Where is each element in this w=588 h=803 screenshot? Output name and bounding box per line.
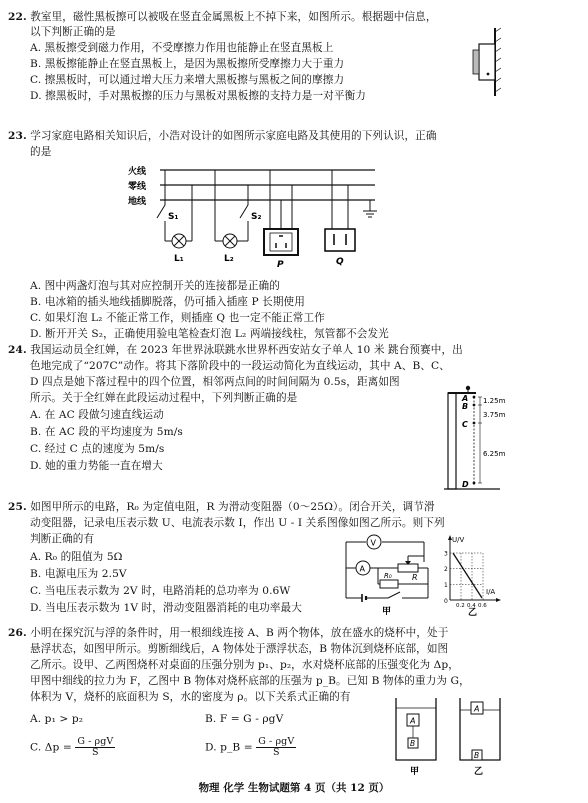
stem-line: 体积为 V，烧杯的底面积为 S，水的密度为 ρ。以下关系式正确的有 (30, 691, 351, 703)
stem-line: D 四点是她下落过程中的四个位置，相邻两点间的时间间隔为 0.5s，距离如图 (30, 376, 400, 388)
stem-line: 色地完成了“207C”动作。将其下落阶段中的一段运动简化为直线运动，其中 A、B、C、 (30, 360, 450, 372)
stem-line: 判断正确的有 (30, 533, 95, 545)
stem-line: 我国运动员全红婵，在 2023 年世界泳联跳水世界杯西安站女子单人 10 米 跳台预赛中，出 (30, 344, 463, 356)
i-tick-label: 0.2 (456, 603, 465, 609)
stem-line: 悬浮状态，如图甲所示。剪断细线后，A 物体处于漂浮状态，B 物体沉到烧杯底部，如图 (30, 643, 449, 655)
option-b: B. 电冰箱的插头地线插脚脱落，仍可插入插座 P 长期使用 (30, 296, 305, 308)
switch-s1 (157, 205, 165, 218)
distance-ab-label: 1.25m (483, 397, 506, 405)
ammeter-label: A (359, 564, 365, 574)
option-d: D. 断开开关 S₂，正确使用验电笔检查灯泡 L₂ 两端接线柱，氖管都不会发光 (30, 328, 389, 340)
page-footer: 物理 化学 生物试题第 4 页（共 12 页） (198, 782, 390, 794)
option-c-fraction (75, 737, 115, 758)
question-26-stem (8, 626, 448, 640)
question-number: 26. (8, 627, 27, 639)
stem-line: 学习家庭电路相关知识后，小浩对设计的如图所示家庭电路及其使用的下列认识，正确 (30, 130, 437, 142)
block-b-label: B (474, 751, 480, 760)
distance-cd-label: 6.25m (483, 450, 506, 458)
l2-label: L₂ (224, 254, 234, 264)
question-number: 25. (8, 501, 27, 513)
fraction-numerator: G - ρgV (258, 736, 295, 747)
option-c: C. 如果灯泡 L₂ 不能正常工作，则插座 Q 也一定不能正常工作 (30, 312, 325, 324)
question-24-stem (8, 343, 463, 357)
l1-label: L₁ (174, 254, 184, 264)
i-tick-label: 0.4 (467, 603, 476, 609)
s1-label: S₁ (168, 212, 179, 222)
option-b: B. F = G - ρgV (205, 713, 284, 725)
block-b-label: B (410, 739, 416, 748)
diving-platform-figure (440, 385, 520, 493)
option-a: A. 黑板擦受到磁力作用，不受摩擦力作用也能静止在竖直黑板上 (30, 42, 334, 54)
option-d: D. 擦黑板时，手对黑板擦的压力与黑板对黑板擦的支持力是一对平衡力 (30, 90, 366, 102)
i-axis-label: I/A (486, 588, 496, 596)
r0-label: R₀ (384, 572, 392, 580)
option-a: A. R₀ 的阻值为 5Ω (30, 551, 123, 563)
rheostat-r (398, 564, 418, 572)
point-a-label: A (462, 394, 469, 403)
option-d: D. 她的重力势能一直在增大 (30, 460, 163, 472)
question-number: 22. (8, 11, 27, 23)
stem-line: 如图甲所示的电路，R₀ 为定值电阻，R 为滑动变阻器（0～25Ω）。闭合开关，调节滑 (30, 501, 435, 513)
figure-jia-label: 甲 (410, 767, 420, 777)
option-c (30, 737, 115, 758)
question-22-stem (8, 10, 437, 24)
option-c-lhs: C. Δp = (30, 741, 72, 754)
stem-line: 动变阻器，记录电压表示数 U、电流表示数 I，作出 U - I 关系图像如图乙所示。则下列 (30, 517, 445, 529)
u-tick-label: 1 (444, 581, 448, 589)
blackboard-eraser-figure (455, 28, 500, 98)
household-circuit-diagram (120, 163, 390, 273)
i-tick-label: 0.6 (478, 603, 487, 609)
point-b-label: B (462, 402, 469, 411)
ground-wire-label: 地线 (128, 197, 147, 207)
option-b: B. 黑板擦能静止在竖直黑板上，是因为黑板擦所受摩擦力大于重力 (30, 58, 345, 70)
option-c: C. 擦黑板时，可以通过增大压力来增大黑板擦与黑板之间的摩擦力 (30, 74, 345, 86)
u-tick-label: 3 (444, 550, 448, 558)
live-wire-label: 火线 (128, 167, 147, 177)
question-number: 24. (8, 344, 27, 356)
resistor-r0 (380, 580, 398, 588)
p-label: P (277, 260, 284, 270)
stem-line: 教室里，磁性黑板擦可以被吸在竖直金属黑板上不掉下来，如图所示。根据题中信息， (30, 11, 437, 23)
platform-tower (448, 393, 456, 489)
stem-line: 以下判断正确的是 (30, 26, 116, 38)
option-d-fraction (256, 737, 296, 758)
socket-q (325, 229, 355, 251)
u-axis-ticks (444, 551, 448, 589)
block-a-label: A (474, 704, 480, 714)
option-d-lhs: D. p_B = (205, 741, 253, 754)
option-c: C. 经过 C 点的速度为 5m/s (30, 443, 165, 455)
switch-s2 (240, 205, 248, 218)
u-axis-label: U/V (452, 536, 465, 544)
figure-yi-label: 乙 (474, 767, 484, 777)
option-c: C. 当电压表示数为 2V 时，电路消耗的总功率为 0.6W (30, 585, 291, 597)
fraction-numerator: G - ρgV (77, 736, 114, 747)
ui-line (453, 553, 482, 598)
diver-icon (466, 386, 470, 390)
u-tick-label: 2 (444, 566, 448, 574)
beaker-jia (396, 698, 436, 760)
figure-yi-label: 乙 (468, 608, 478, 618)
origin-label: 0 (444, 598, 448, 605)
point-c-label: C (462, 420, 468, 429)
option-a: A. 在 AC 段做匀速直线运动 (30, 409, 164, 421)
voltmeter-label: V (370, 538, 376, 548)
question-25-stem (8, 500, 435, 514)
option-d: D. 当电压表示数为 1V 时，滑动变阻器消耗的电功率最大 (30, 602, 302, 614)
option-a: A. p₁ > p₂ (30, 713, 84, 725)
q-label: Q (336, 257, 344, 267)
option-b: B. 电源电压为 2.5V (30, 568, 127, 580)
distance-bc-label: 3.75m (483, 411, 506, 419)
block-a-label: A (410, 716, 416, 726)
stem-line: 小明在探究沉与浮的条件时，用一根细线连接 A、B 两个物体，放在盛水的烧杯中，处于 (30, 627, 449, 639)
option-b: B. 在 AC 段的平均速度为 5m/s (30, 426, 183, 438)
beaker-figures (390, 694, 520, 776)
stem-line: 的是 (30, 146, 52, 158)
neutral-wire-label: 零线 (128, 182, 147, 192)
rheostat-label: R (412, 573, 418, 582)
stem-line: 所示。关于全红婵在此段运动过程中，下列判断正确的是 (30, 392, 298, 404)
point-d-label: D (462, 480, 469, 489)
stem-line: 乙所示。设甲、乙两图烧杯对桌面的压强分别为 p₁、p₂，水对烧杯底部的压强变化为 Δp， (30, 659, 459, 671)
figure-jia-label: 甲 (382, 607, 392, 617)
fraction-denominator: S (92, 747, 99, 758)
option-a: A. 图中两盏灯泡与其对应控制开关的连接都是正确的 (30, 280, 280, 292)
switch (388, 592, 400, 598)
ui-graph-yi (438, 534, 502, 618)
question-23-stem (8, 129, 437, 143)
option-d (205, 737, 296, 758)
circuit-jia-figure (338, 534, 438, 616)
stem-line: 甲图中细线的拉力为 F，乙图中 B 物体对烧杯底部的压强为 p_B。已知 B 物体的重力为 G， (30, 675, 470, 687)
question-number: 23. (8, 130, 27, 142)
fraction-denominator: S (272, 747, 280, 758)
s2-label: S₂ (251, 212, 262, 222)
